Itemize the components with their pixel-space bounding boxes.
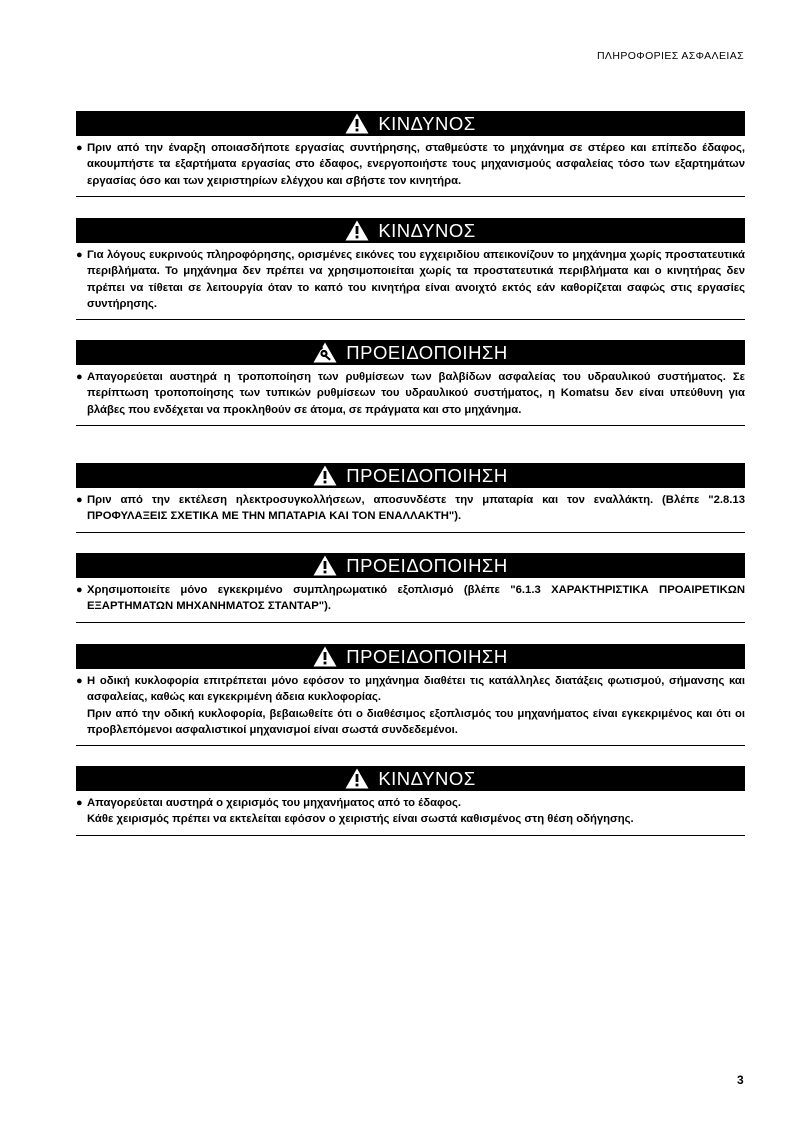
- box-header: [76, 553, 745, 578]
- list-item: [76, 673, 745, 738]
- list-item: [76, 369, 745, 418]
- box-text: Η οδική κυκλοφορία επιτρέπεται μόνο εφόσον το μηχάνημα διαθέτει τις κατάλληλες διατάξεις φωτισμού, σήμανσης και ασφαλείας, καθώς και εγκεκριμένη άδεια κυκλοφορίας. Πριν από την οδική κυκλοφορία, βεβαιωθείτε ότι ο διαθέσιμος εξοπλισμός του μηχανήματος είναι εγκεκριμένος και ότι οι προβλεπόμενοι ασφαλιστικοί μηχανισμοί είναι σωστά συνδεδεμένοι.: [87, 675, 745, 736]
- bullet-icon: ●: [76, 797, 83, 809]
- bullet-icon: ●: [76, 494, 83, 506]
- warning-box: [76, 463, 745, 533]
- danger-box: [76, 111, 745, 197]
- box-header: [76, 340, 745, 365]
- box-header: [76, 766, 745, 791]
- box-text: Απαγορεύεται αυστηρά η τροποποίηση των ρυθμίσεων των βαλβίδων ασφαλείας του υδραυλικού συστήματος. Σε περίπτωση τροποποίησης των τυπικών ρυθμίσεων του υδραυλικού συστήματος, η Komatsu δεν είναι υπεύθυνη για βλάβες που ενδέχεται να προκληθούν σε άτομα, σε πράγματα και στο μηχάνημα.: [87, 371, 745, 416]
- list-item: [76, 492, 745, 525]
- box-label: ΠΡΟΕΙΔΟΠΟΙΗΣΗ: [346, 341, 508, 363]
- box-label: ΚΙΝΔΥΝΟΣ: [378, 219, 476, 241]
- warning-triangle-icon: [345, 113, 369, 134]
- warning-tool-icon: [313, 342, 337, 363]
- warning-triangle-icon: [345, 220, 369, 241]
- box-text: Απαγορεύεται αυστηρά ο χειρισμός του μηχανήματος από το έδαφος. Κάθε χειρισμός πρέπει να εκτελείται εφόσον ο χειριστής είναι σωστά καθισμένος στη θέση οδήγησης.: [87, 797, 634, 826]
- list-item: [76, 582, 745, 615]
- warning-triangle-icon: [345, 768, 369, 789]
- page-header-title: ΠΛΗΡΟΦΟΡΙΕΣ ΑΣΦΑΛΕΙΑΣ: [596, 50, 744, 62]
- warning-triangle-icon: [313, 555, 337, 576]
- box-label: ΚΙΝΔΥΝΟΣ: [378, 112, 476, 134]
- box-header: [76, 644, 745, 669]
- warning-box: [76, 553, 745, 623]
- bullet-icon: ●: [76, 371, 83, 383]
- box-label: ΠΡΟΕΙΔΟΠΟΙΗΣΗ: [346, 464, 508, 486]
- danger-box: [76, 218, 745, 320]
- box-label: ΚΙΝΔΥΝΟΣ: [378, 767, 476, 789]
- box-text: Χρησιμοποιείτε μόνο εγκεκριμένο συμπληρωματικό εξοπλισμό (βλέπε "6.1.3 ΧΑΡΑΚΤΗΡΙΣΤΙΚΑ ΠΡΟΑΙΡΕΤΙΚΩΝ ΕΞΑΡΤΗΜΑΤΩΝ ΜΗΧΑΝΗΜΑΤΟΣ ΣΤΑΝΤΑΡ").: [87, 584, 745, 613]
- box-header: [76, 111, 745, 136]
- warning-box: [76, 340, 745, 426]
- bullet-icon: ●: [76, 675, 83, 687]
- bullet-icon: ●: [76, 249, 83, 261]
- list-item: [76, 140, 745, 189]
- danger-box: [76, 766, 745, 836]
- warning-box: [76, 644, 745, 746]
- list-item: [76, 247, 745, 312]
- box-text: Για λόγους ευκρινούς πληροφόρησης, ορισμένες εικόνες του εγχειριδίου απεικονίζουν το μηχάνημα χωρίς προστατευτικά περιβλήματα. Το μηχάνημα δεν πρέπει να χρησιμοποιείται χωρίς τα προστατευτικά περιβλήματα και ο κινητήρας δεν πρέπει να τίθεται σε λειτουργία όταν το καπό του κινητήρα είναι ανοιχτό εκτός εάν καθορίζεται σαφώς στις εργασίες συντήρησης.: [87, 249, 745, 310]
- box-text: Πριν από την εκτέλεση ηλεκτροσυγκολλήσεων, αποσυνδέστε την μπαταρία και τον εναλλάκτη. (Βλέπε "2.8.13 ΠΡΟΦΥΛΑΞΕΙΣ ΣΧΕΤΙΚΑ ΜΕ ΤΗΝ ΜΠΑΤΑΡΙΑ ΚΑΙ ΤΟΝ ΕΝΑΛΛΑΚΤΗ").: [87, 494, 745, 523]
- box-header: [76, 463, 745, 488]
- bullet-icon: ●: [76, 584, 83, 596]
- box-text: Πριν από την έναρξη οποιασδήποτε εργασίας συντήρησης, σταθμεύστε το μηχάνημα σε στέρεο και επίπεδο έδαφος, ακουμπήστε τα εξαρτήματα εργασίας στο έδαφος, ενεργοποιήστε τους μηχανισμούς ασφαλείας τόσο των εξαρτημάτων εργασίας όσο και των χειριστηρίων ελέγχου και σβήστε τον κινητήρα.: [87, 142, 745, 187]
- warning-triangle-icon: [313, 646, 337, 667]
- page-number: 3: [737, 1073, 744, 1087]
- list-item: [76, 795, 745, 828]
- box-header: [76, 218, 745, 243]
- warning-triangle-icon: [313, 465, 337, 486]
- box-label: ΠΡΟΕΙΔΟΠΟΙΗΣΗ: [346, 645, 508, 667]
- box-label: ΠΡΟΕΙΔΟΠΟΙΗΣΗ: [346, 554, 508, 576]
- bullet-icon: ●: [76, 142, 83, 154]
